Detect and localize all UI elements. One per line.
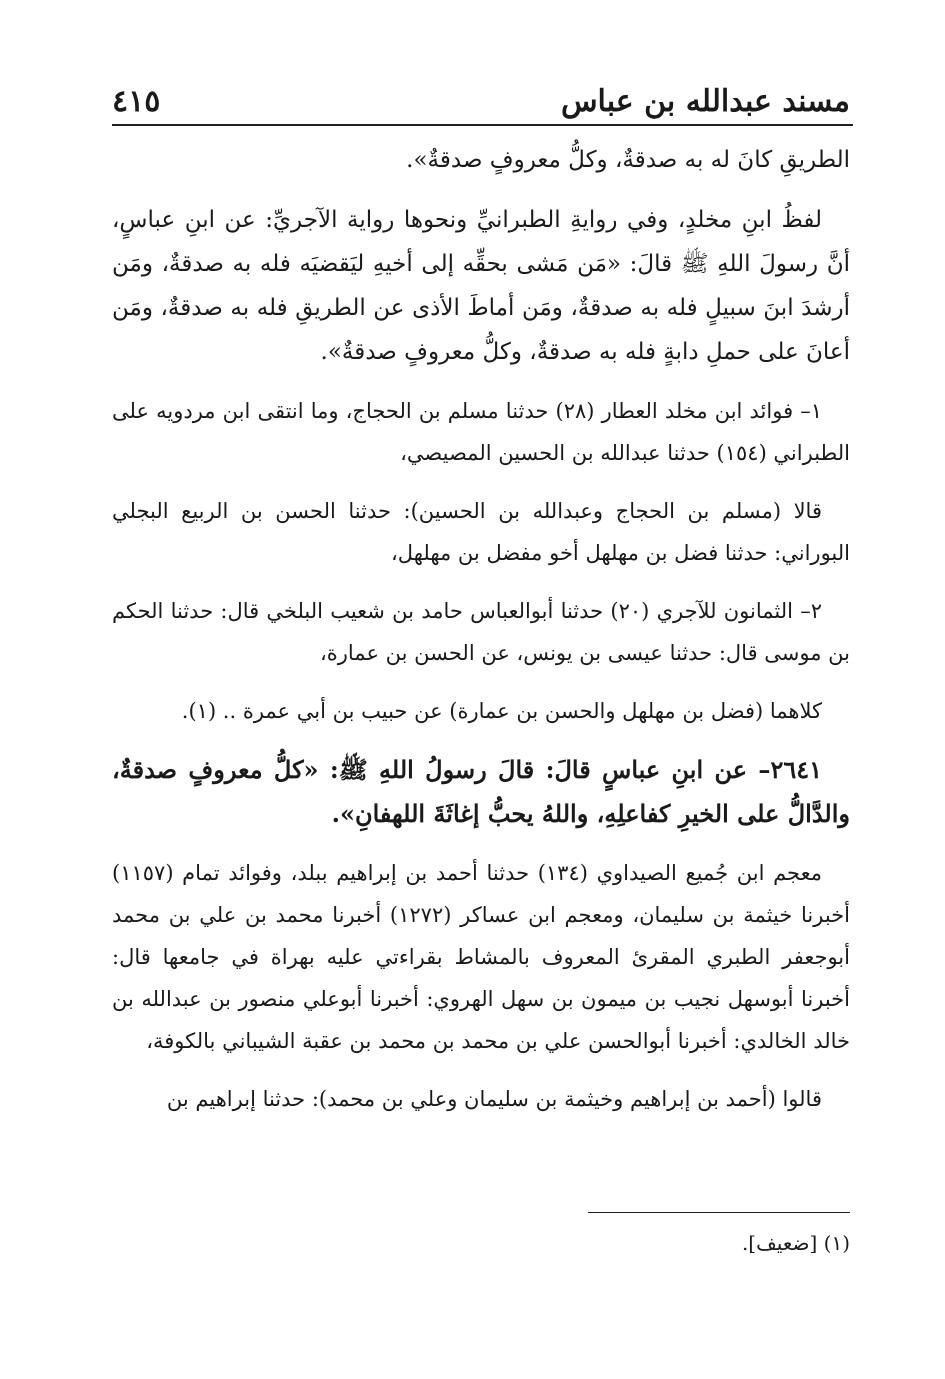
paragraph-5: ٢– الثمانون للآجري (٢٠) حدثنا أبوالعباس حامد بن شعيب البلخي قال: حدثنا الحكم بن موسى قال: حدثنا عيسى بن يونس، عن الحسن بن عمارة، — [112, 599, 850, 665]
paragraph-6: كلاهما (فضل بن مهلهل والحسن بن عمارة) عن حبيب بن أبي عمرة .. (١). — [181, 699, 822, 723]
paragraph-8: معجم ابن جُميع الصيداوي (١٣٤) حدثنا أحمد بن إبراهيم ببلد، وفوائد تمام (١١٥٧) أخبرنا خيثمة بن سليمان، ومعجم ابن عساكر (١٢٧٢) أخبرنا محمد بن علي بن محمد أبوجعفر الطبري المقرئ المعروف بالمشاط بقراءتي عليه بهراة في جامعها قال: أخبرنا أبوسهل نجيب بن ميمون بن سهل الهروي: أخبرنا أبوعلي منصور بن عبدالله بن خالد الخالدي: أخبرنا أبوالحسن علي بن محمد بن محمد بن عقبة الشيباني بالكوفة، — [112, 861, 850, 1053]
page-body — [112, 138, 850, 1136]
paragraph-9: قالوا (أحمد بن إبراهيم وخيثمة بن سليمان وعلي بن محمد): حدثنا إبراهيم بن — [166, 1087, 822, 1111]
paragraph-1: الطريقِ كانَ له به صدقةٌ، وكلُّ معروفٍ صدقةٌ». — [406, 147, 850, 173]
paragraph-3: ١– فوائد ابن مخلد العطار (٢٨) حدثنا مسلم بن الحجاج، وما انتقى ابن مردويه على الطبراني (١٥٤) حدثنا عبدالله بن الحسين المصيصي، — [112, 399, 850, 465]
paragraph-4: قالا (مسلم بن الحجاج وعبدالله بن الحسين): حدثنا الحسن بن الربيع البجلي البوراني: حدثنا فضل بن مهلهل أخو مفضل بن مهلهل، — [112, 499, 850, 565]
header-rule — [112, 124, 853, 126]
page-number: ٤١٥ — [112, 84, 161, 119]
footnote: (١) [ضعيف]. — [741, 1231, 850, 1255]
page-header — [112, 74, 850, 122]
paragraph-2: لفظُ ابنِ مخلدٍ، وفي روايةِ الطبرانيِّ ونحوها رواية الآجريِّ: عن ابنِ عباسٍ، أنَّ رسولَ اللهِ ﷺ قالَ: «مَن مَشى بحقِّه إلى أخيهِ ليَقضيَه فله به صدقةٌ، ومَن أرشدَ ابنَ سبيلٍ فله به صدقةٌ، ومَن أماطَ الأذى عن الطريقِ فله به صدقةٌ، ومَن أعانَ على حملِ دابةٍ فله به صدقةٌ، وكلُّ معروفٍ صدقةٌ». — [112, 207, 850, 365]
hadith-2641: ٢٦٤١– عن ابنِ عباسٍ قالَ: قالَ رسولُ اللهِ ﷺ: «كلُّ معروفٍ صدقةٌ، والدَّالُّ على الخيرِ كفاعلِهِ، واللهُ يحبُّ إغاثَةَ اللهفانِ». — [112, 755, 850, 828]
footnote-rule — [588, 1212, 850, 1213]
running-title: مسند عبدالله بن عباس — [560, 84, 850, 119]
